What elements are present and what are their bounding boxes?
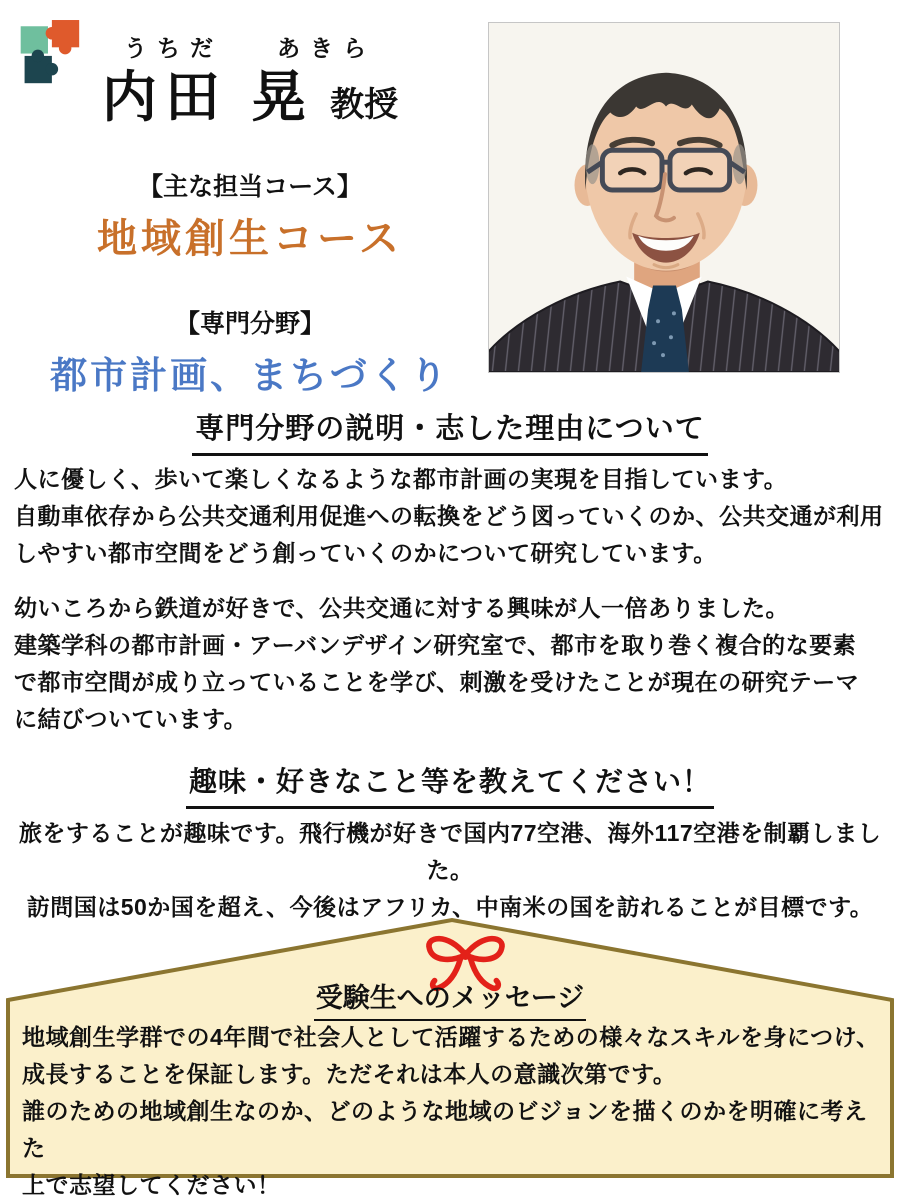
section-heading-hobby: 趣味・好きなこと等を教えてください！ bbox=[0, 760, 900, 809]
furigana-first: あきら bbox=[277, 35, 376, 61]
professor-title: 教授 bbox=[330, 86, 399, 124]
message-board-heading: 受験生へのメッセージ bbox=[0, 976, 900, 1021]
course-value: 地域創生コース bbox=[97, 216, 403, 261]
name-row bbox=[20, 67, 480, 129]
hobby-paragraph: 旅をすることが趣味です。飛行機が好きで国内77空港、海外117空港を制覇しました。 訪問国は50か国を超え、今後はアフリカ、中南米の国を訪れることが目標です。 bbox=[18, 820, 882, 920]
professor-photo bbox=[488, 22, 840, 373]
name-furigana bbox=[20, 30, 480, 63]
portrait-illustration bbox=[489, 23, 839, 372]
course-label: 【主な担当コース】 bbox=[138, 172, 362, 201]
specialty-paragraph-2: 幼いころから鉄道が好きで、公共交通に対する興味が人一倍ありました。 建築学科の都市計画・アーバンデザイン研究室で、都市を取り巻く複合的な要素 で都市空間が成り立っていることを学び、刺激を受けたことが現在の研究テーマ に結びついています。 bbox=[14, 595, 860, 732]
specialty-paragraph-1: 人に優しく、歩いて楽しくなるような都市計画の実現を目指しています。 自動車依存から公共交通利用促進への転換をどう図っていくのか、公共交通が利用 しやすい都市空間をどう創っていくのかについて研究しています。 bbox=[14, 466, 884, 566]
field-value: 都市計画、まちづくり bbox=[50, 354, 450, 396]
field-label: 【専門分野】 bbox=[174, 309, 325, 338]
professor-header bbox=[20, 30, 480, 399]
message-board-body: 地域創生学群での4年間で社会人として活躍するための様々なスキルを身につけ、 成長することを保証します。ただそれは本人の意識次第です。 誰のための地域創生なのか、どのような地域のビジョンを描くのかを明確に考えた 上で志望してください！ bbox=[22, 1024, 880, 1198]
furigana-last: うちだ bbox=[124, 35, 223, 61]
section-heading-specialty: 専門分野の説明・志した理由について bbox=[0, 406, 900, 456]
professor-name: 内田 晃 bbox=[101, 66, 315, 128]
